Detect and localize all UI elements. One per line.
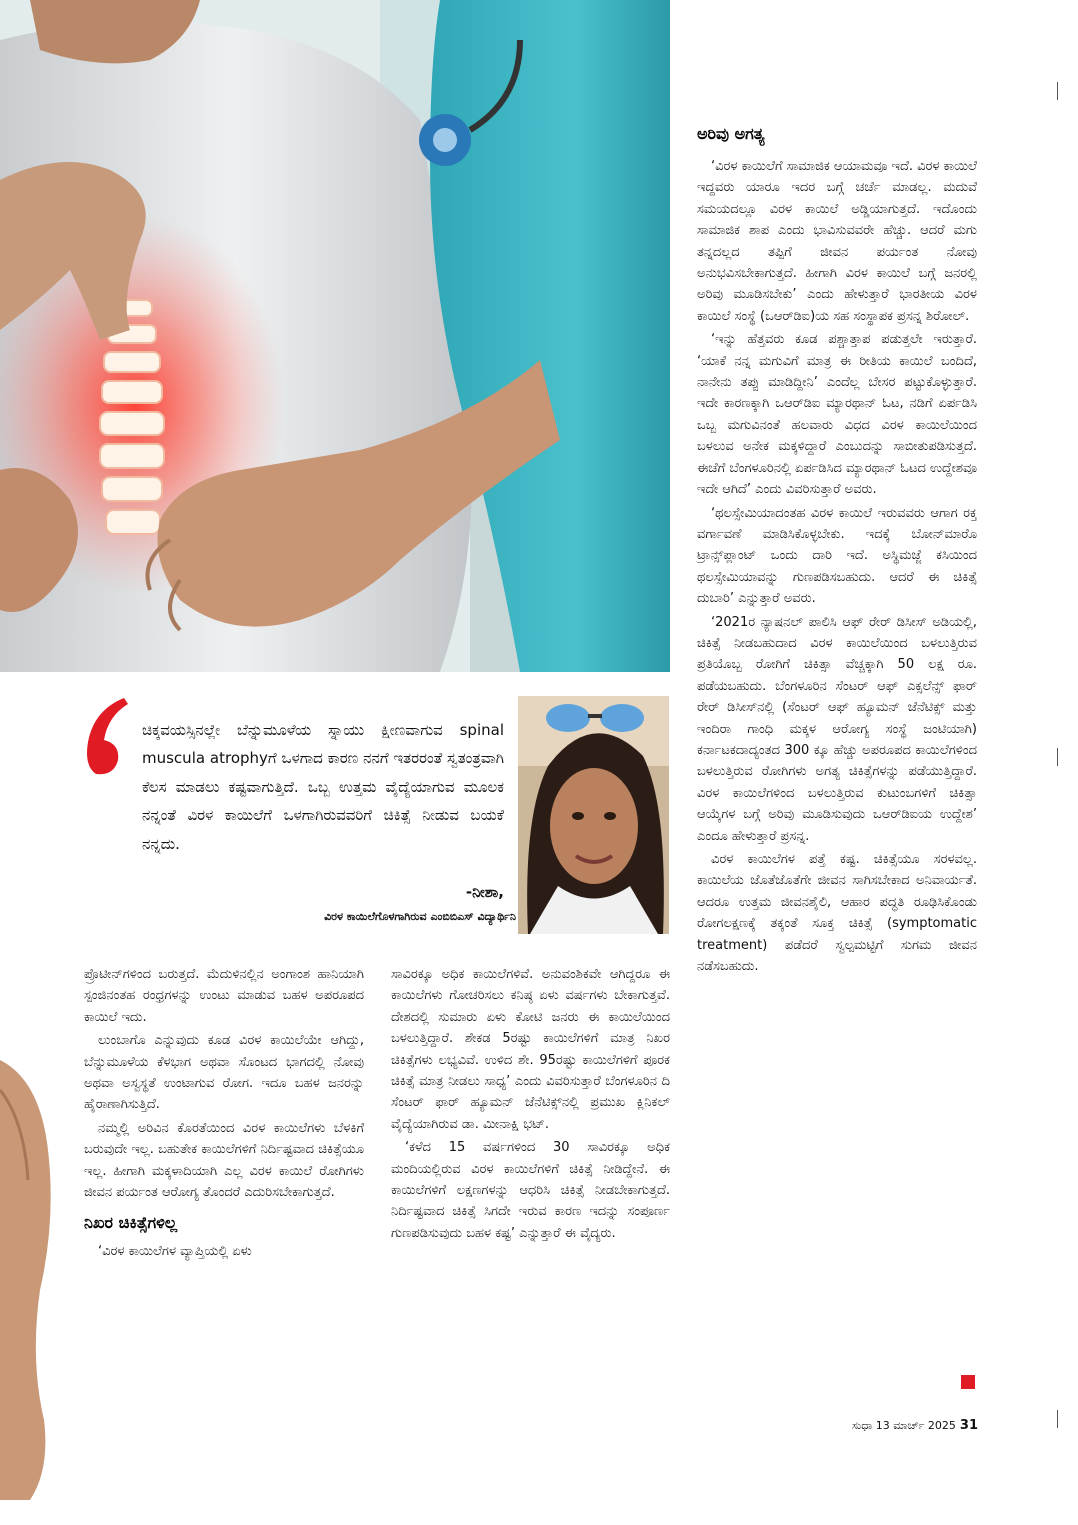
paragraph: ನಮ್ಮಲ್ಲಿ ಅರಿವಿನ ಕೊರತೆಯಿಂದ ವಿರಳ ಕಾಯಿಲೆಗಳು ಬೆಳಕಿಗೆ ಬರುವುದೇ ಇಲ್ಲ. ಬಹುತೇಕ ಕಾಯಿಲೆಗಳಿಗೆ ನಿರ್ದಿಷ್ಟವಾದ ಚಿಕಿತ್ಸೆಯೂ ಇಲ್ಲ. ಹೀಗಾಗಿ ಮಕ್ಕಳಾದಿಯಾಗಿ ಎಲ್ಲ ವಿರಳ ಕಾಯಿಲೆ ರೋಗಿಗಳು ಜೀವನ ಪರ್ಯಂತ ಆರೋಗ್ಯ ತೊಂದರೆ ಎದುರಿಸಬೇಕಾಗುತ್ತದೆ. xyxy=(84,1120,364,1201)
quote-mark-icon xyxy=(84,696,128,776)
paragraph: ‘ವಿರಳ ಕಾಯಿಲೆಗಳ ವ್ಯಾಪ್ತಿಯಲ್ಲಿ ಏಳು xyxy=(98,1244,252,1260)
paragraph: ಪ್ರೊಟೀನ್‌ಗಳಿಂದ ಬರುತ್ತದೆ. ಮೆದುಳಿನಲ್ಲಿನ ಅಂಗಾಂಶ ಹಾನಿಯಾಗಿ ಸ್ಪಂಜಿನಂತಹ ರಂಧ್ರಗಳನ್ನು ಉಂಟು ಮಾಡುವ ಬಹಳ ಅಪರೂಪದ ಕಾಯಿಲೆ ಇದು. xyxy=(84,967,364,1025)
article-end-mark xyxy=(961,1375,975,1389)
paragraph: ‘ಇನ್ನು ಹೆತ್ತವರು ಕೂಡ ಪಶ್ಚಾತ್ತಾಪ ಪಡುತ್ತಲೇ ಇರುತ್ತಾರೆ. ‘ಯಾಕೆ ನನ್ನ ಮಗುವಿಗೆ ಮಾತ್ರ ಈ ರೀತಿಯ ಕಾಯಿಲೆ ಬಂದಿದೆ, ನಾನೇನು ತಪ್ಪು ಮಾಡಿದ್ದೀನಿ’ ಎಂದೆಲ್ಲ ಬೇಸರ ಪಟ್ಟುಕೊಳ್ಳುತ್ತಾರೆ. ಇದೇ ಕಾರಣಕ್ಕಾಗಿ ಒಆರ್‌ಡಿಐ ಮ್ಯಾರಥಾನ್ ಓಟ, ನಡಿಗೆ ಏರ್ಪಡಿಸಿ ಒಬ್ಬ ಮಗುವಿನಂತೆ ಹಲವಾರು ವಿಧದ ವಿರಳ ಕಾಯಿಲೆಯಿಂದ ಬಳಲುವ ಅನೇಕ ಮಕ್ಕಳಿದ್ದಾರೆ ಎಂಬುದನ್ನು ಸಾಬೀತುಪಡಿಸುತ್ತದೆ. ಈಚೆಗೆ ಬೆಂಗಳೂರಿನಲ್ಲಿ ಏರ್ಪಡಿಸಿದ ಮ್ಯಾರಥಾನ್ ಓಟದ ಉದ್ದೇಶವೂ ಇದೇ ಆಗಿದೆ’ ಎಂದು ವಿವರಿಸುತ್ತಾರೆ ಅವರು. xyxy=(697,332,977,498)
page-footer xyxy=(820,1418,978,1433)
column-left xyxy=(84,964,364,1263)
portrait-person-icon xyxy=(518,696,669,934)
quote-author: -ನೀಶಾ, xyxy=(465,883,504,901)
pull-quote-text: ಚಿಕ್ಕವಯಸ್ಸಿನಲ್ಲೇ ಬೆನ್ನುಮೂಳೆಯ ಸ್ನಾಯು ಕ್ಷೀಣವಾಗುವ spinal muscula atrophyಗೆ ಒಳಗಾದ ಕಾರಣ ನನಗೆ ಇತರರಂತೆ ಸ್ವತಂತ್ರವಾಗಿ ಕೆಲಸ ಮಾಡಲು ಕಷ್ಟವಾಗುತ್ತಿದೆ. ಒಬ್ಬ ಉತ್ತಮ ವೈದ್ಯೆಯಾಗುವ ಮೂಲಕ ನನ್ನಂತೆ ವಿರಳ ಕಾಯಿಲೆಗೆ ಒಳಗಾಗಿರುವವರಿಗೆ ಚಿಕಿತ್ಸೆ ನೀಡುವ ಬಯಕೆ ನನ್ನದು. xyxy=(142,721,504,853)
paragraph: ವಿರಳ ಕಾಯಿಲೆಗಳ ಪತ್ತೆ ಕಷ್ಟ. ಚಿಕಿತ್ಸೆಯೂ ಸರಳವಲ್ಲ. ಕಾಯಿಲೆಯ ಜೊತೆಜೊತೆಗೇ ಜೀವನ ಸಾಗಿಸಬೇಕಾದ ಅನಿವಾರ್ಯತೆ. ಆದರೂ ಉತ್ತಮ ಜೀವನಶೈಲಿ, ಆಹಾರ ಪದ್ಧತಿ ರೂಢಿಸಿಕೊಂಡು ರೋಗಲಕ್ಷಣಕ್ಕೆ ತಕ್ಕಂತೆ ಸೂಕ್ತ ಚಿಕಿತ್ಸೆ (symptomatic treatment) ಪಡೆದರೆ ಸ್ವಲ್ಪಮಟ್ಟಿಗೆ ಸುಗಮ ಜೀವನ ನಡೆಸಬಹುದು. xyxy=(697,852,977,975)
side-photo-edge xyxy=(0,1060,60,1500)
issue-label: ಸುಧಾ 13 ಮಾರ್ಚ್ 2025 xyxy=(851,1419,956,1432)
quote-author-role: ವಿರಳ ಕಾಯಿಲೆಗೊಳಗಾಗಿರುವ ಎಂಬಿಬಿಎಸ್ ವಿದ್ಯಾರ್ಥಿನಿ xyxy=(324,910,516,923)
paragraph: ಲುಂಬಾಗೊ ಎನ್ನುವುದು ಕೂಡ ವಿರಳ ಕಾಯಿಲೆಯೇ ಆಗಿದ್ದು, ಬೆನ್ನುಮೂಳೆಯ ಕೆಳಭಾಗ ಅಥವಾ ಸೊಂಟದ ಭಾಗದಲ್ಲಿ ನೋವು ಅಥವಾ ಅಸ್ವಸ್ಥತೆ ಉಂಟಾಗುವ ರೋಗ. ಇದೂ ಬಹಳ ಜನರನ್ನು ಹೈರಾಣಾಗಿಸುತ್ತಿದೆ. xyxy=(84,1033,364,1113)
right-column xyxy=(697,124,977,977)
section-heading: ನಿಖರ ಚಿಕಿತ್ಸೆಗಳಿಲ್ಲ xyxy=(84,1213,178,1233)
paragraph: ‘ವಿರಳ ಕಾಯಿಲೆಗೆ ಸಾಮಾಜಿಕ ಆಯಾಮವೂ ಇದೆ. ವಿರಳ ಕಾಯಿಲೆ ಇದ್ದವರು ಯಾರೂ ಇದರ ಬಗ್ಗೆ ಚರ್ಚೆ ಮಾಡಲ್ಲ. ಮದುವೆ ಸಮಯದಲ್ಲೂ ವಿರಳ ಕಾಯಿಲೆ ಅಡ್ಡಿಯಾಗುತ್ತದೆ. ಇದೊಂದು ಸಾಮಾಜಿಕ ಶಾಪ ಎಂದು ಭಾವಿಸುವವರೇ ಹೆಚ್ಚು. ಆದರೆ ಮಗು ತನ್ನದಲ್ಲದ ತಪ್ಪಿಗೆ ಜೀವನ ಪರ್ಯಂತ ನೋವು ಅನುಭವಿಸಬೇಕಾಗುತ್ತದೆ. ಹೀಗಾಗಿ ವಿರಳ ಕಾಯಿಲೆ ಬಗ್ಗೆ ಜನರಲ್ಲಿ ಅರಿವು ಮೂಡಿಸಬೇಕು’ ಎಂದು ಹೇಳುತ್ತಾರೆ ಭಾರತೀಯ ವಿರಳ ಕಾಯಿಲೆ ಸಂಸ್ಥೆ (ಒಆರ್‌ಡಿಐ)ಯ ಸಹ ಸಂಸ್ಥಾಪಕ ಪ್ರಸನ್ನ ಶಿರೋಲ್. xyxy=(697,159,977,324)
paragraph: ‘2021ರ ನ್ಯಾಷನಲ್ ಪಾಲಿಸಿ ಆಫ್ ರೇರ್ ಡಿಸೀಸ್ ಅಡಿಯಲ್ಲಿ, ಚಿಕಿತ್ಸೆ ನೀಡಬಹುದಾದ ವಿರಳ ಕಾಯಿಲೆಯಿಂದ ಬಳಲುತ್ತಿರುವ ಪ್ರತಿಯೊಬ್ಬ ರೋಗಿಗೆ ಚಿಕಿತ್ಸಾ ವೆಚ್ಚಕ್ಕಾಗಿ 50 ಲಕ್ಷ ರೂ. ಪಡೆಯಬಹುದು. ಬೆಂಗಳೂರಿನ ಸೆಂಟರ್ ಆಫ್ ಎಕ್ಸಲೆನ್ಸ್ ಫಾರ್ ರೇರ್ ಡಿಸೀಸ್‌ನಲ್ಲಿ (ಸೆಂಟರ್ ಆಫ್ ಹ್ಯೂಮನ್ ಜೆನೆಟಿಕ್ಸ್ ಮತ್ತು ಇಂದಿರಾ ಗಾಂಧಿ ಮಕ್ಕಳ ಆರೋಗ್ಯ ಸಂಸ್ಥೆ ಜಂಟಿಯಾಗಿ) ಕರ್ನಾಟಕದಾದ್ಯಂತದ 300 ಕ್ಕೂ ಹೆಚ್ಚು ಅಪರೂಪದ ಕಾಯಿಲೆಗಳಿಂದ ಬಳಲುತ್ತಿರುವ ರೋಗಿಗಳು ಅಗತ್ಯ ಚಿಕಿತ್ಸೆಗಳನ್ನು ಪಡೆಯುತ್ತಿದ್ದಾರೆ. ವಿರಳ ಕಾಯಿಲೆಗಳಿಂದ ಬಳಲುತ್ತಿರುವ ಕುಟುಂಬಗಳಿಗೆ ಚಿಕಿತ್ಸಾ ಆಯ್ಕೆಗಳ ಬಗ್ಗೆ ಅರಿವು ಮೂಡಿಸುವುದು ಒಆರ್‌ಡಿಐಯ ಉದ್ದೇಶ’ ಎಂದೂ ಹೇಳುತ್ತಾರೆ ಪ್ರಸನ್ನ. xyxy=(697,614,977,844)
crop-mark xyxy=(1057,82,1058,100)
portrait-photo xyxy=(518,696,669,934)
crop-mark xyxy=(1057,1410,1058,1428)
paragraph: ‘ಥಲಸ್ಸೇಮಿಯಾದಂತಹ ವಿರಳ ಕಾಯಿಲೆ ಇರುವವರು ಆಗಾಗ ರಕ್ತ ವರ್ಗಾವಣೆ ಮಾಡಿಸಿಕೊಳ್ಳಬೇಕು. ಇದಕ್ಕೆ ಬೋನ್‌ಮಾರೊ ಟ್ರಾನ್ಸ್‌ಪ್ಲಾಂಟ್ ಒಂದು ದಾರಿ ಇದೆ. ಅಸ್ಥಿಮಜ್ಜೆ ಕಸಿಯಿಂದ ಥಲಸ್ಸೇಮಿಯಾವನ್ನು ಗುಣಪಡಿಸಬಹುದು. ಆದರೆ ಈ ಚಿಕಿತ್ಸೆ ದುಬಾರಿ’ ಎನ್ನುತ್ತಾರೆ ಅವರು. xyxy=(697,505,977,607)
column-middle xyxy=(391,964,670,1244)
hero-photo xyxy=(0,0,670,672)
paragraph: ‘ಕಳೆದ 15 ವರ್ಷಗಳಿಂದ 30 ಸಾವಿರಕ್ಕೂ ಅಧಿಕ ಮಂದಿಯಲ್ಲಿರುವ ವಿರಳ ಕಾಯಿಲೆಗಳಿಗೆ ಚಿಕಿತ್ಸೆ ನೀಡಿದ್ದೇನೆ. ಈ ಕಾಯಿಲೆಗಳಿಗೆ ಲಕ್ಷಣಗಳನ್ನು ಆಧರಿಸಿ ಚಿಕಿತ್ಸೆ ನೀಡಬೇಕಾಗುತ್ತದೆ. ನಿರ್ದಿಷ್ಟವಾದ ಚಿಕಿತ್ಸೆ ಸಿಗದೇ ಇರುವ ಕಾರಣ ಇದನ್ನು ಸಂಪೂರ್ಣ ಗುಣಪಡಿಸುವುದು ಬಹಳ ಕಷ್ಟ’ ಎನ್ನುತ್ತಾರೆ ಈ ವೈದ್ಯರು. xyxy=(391,1140,670,1241)
paragraph: ಸಾವಿರಕ್ಕೂ ಅಧಿಕ ಕಾಯಿಲೆಗಳಿವೆ. ಅನುವಂಶಿಕವೇ ಆಗಿದ್ದರೂ ಈ ಕಾಯಿಲೆಗಳು ಗೋಚರಿಸಲು ಕನಿಷ್ಠ ಏಳು ವರ್ಷಗಳು ಬೇಕಾಗುತ್ತವೆ. ದೇಶದಲ್ಲಿ ಸುಮಾರು ಏಳು ಕೋಟಿ ಜನರು ಈ ಕಾಯಿಲೆಯಿಂದ ಬಳಲುತ್ತಿದ್ದಾರೆ. ಶೇಕಡ 5ರಷ್ಟು ಕಾಯಿಲೆಗಳಿಗೆ ಮಾತ್ರ ನಿಖರ ಚಿಕಿತ್ಸೆಗಳು ಲಭ್ಯವಿವೆ. ಉಳಿದ ಶೇ. 95ರಷ್ಟು ಕಾಯಿಲೆಗಳಿಗೆ ಪೂರಕ ಚಿಕಿತ್ಸೆ ಮಾತ್ರ ನೀಡಲು ಸಾಧ್ಯ’ ಎಂದು ವಿವರಿಸುತ್ತಾರೆ ಬೆಂಗಳೂರಿನ ದಿ ಸೆಂಟರ್ ಫಾರ್ ಹ್ಯೂಮನ್ ಜೆನೆಟಿಕ್ಸ್‌ನಲ್ಲಿ ಪ್ರಮುಖ ಕ್ಲಿನಿಕಲ್ ವೈದ್ಯೆಯಾಗಿರುವ ಡಾ. ಮೀನಾಕ್ಷಿ ಭಟ್. xyxy=(391,967,670,1132)
crop-mark xyxy=(1057,748,1058,766)
page-number: 31 xyxy=(959,1418,978,1433)
back-pain-spine-photo-icon xyxy=(0,0,670,672)
section-heading: ಅರಿವು ಅಗತ್ಯ xyxy=(697,124,765,143)
